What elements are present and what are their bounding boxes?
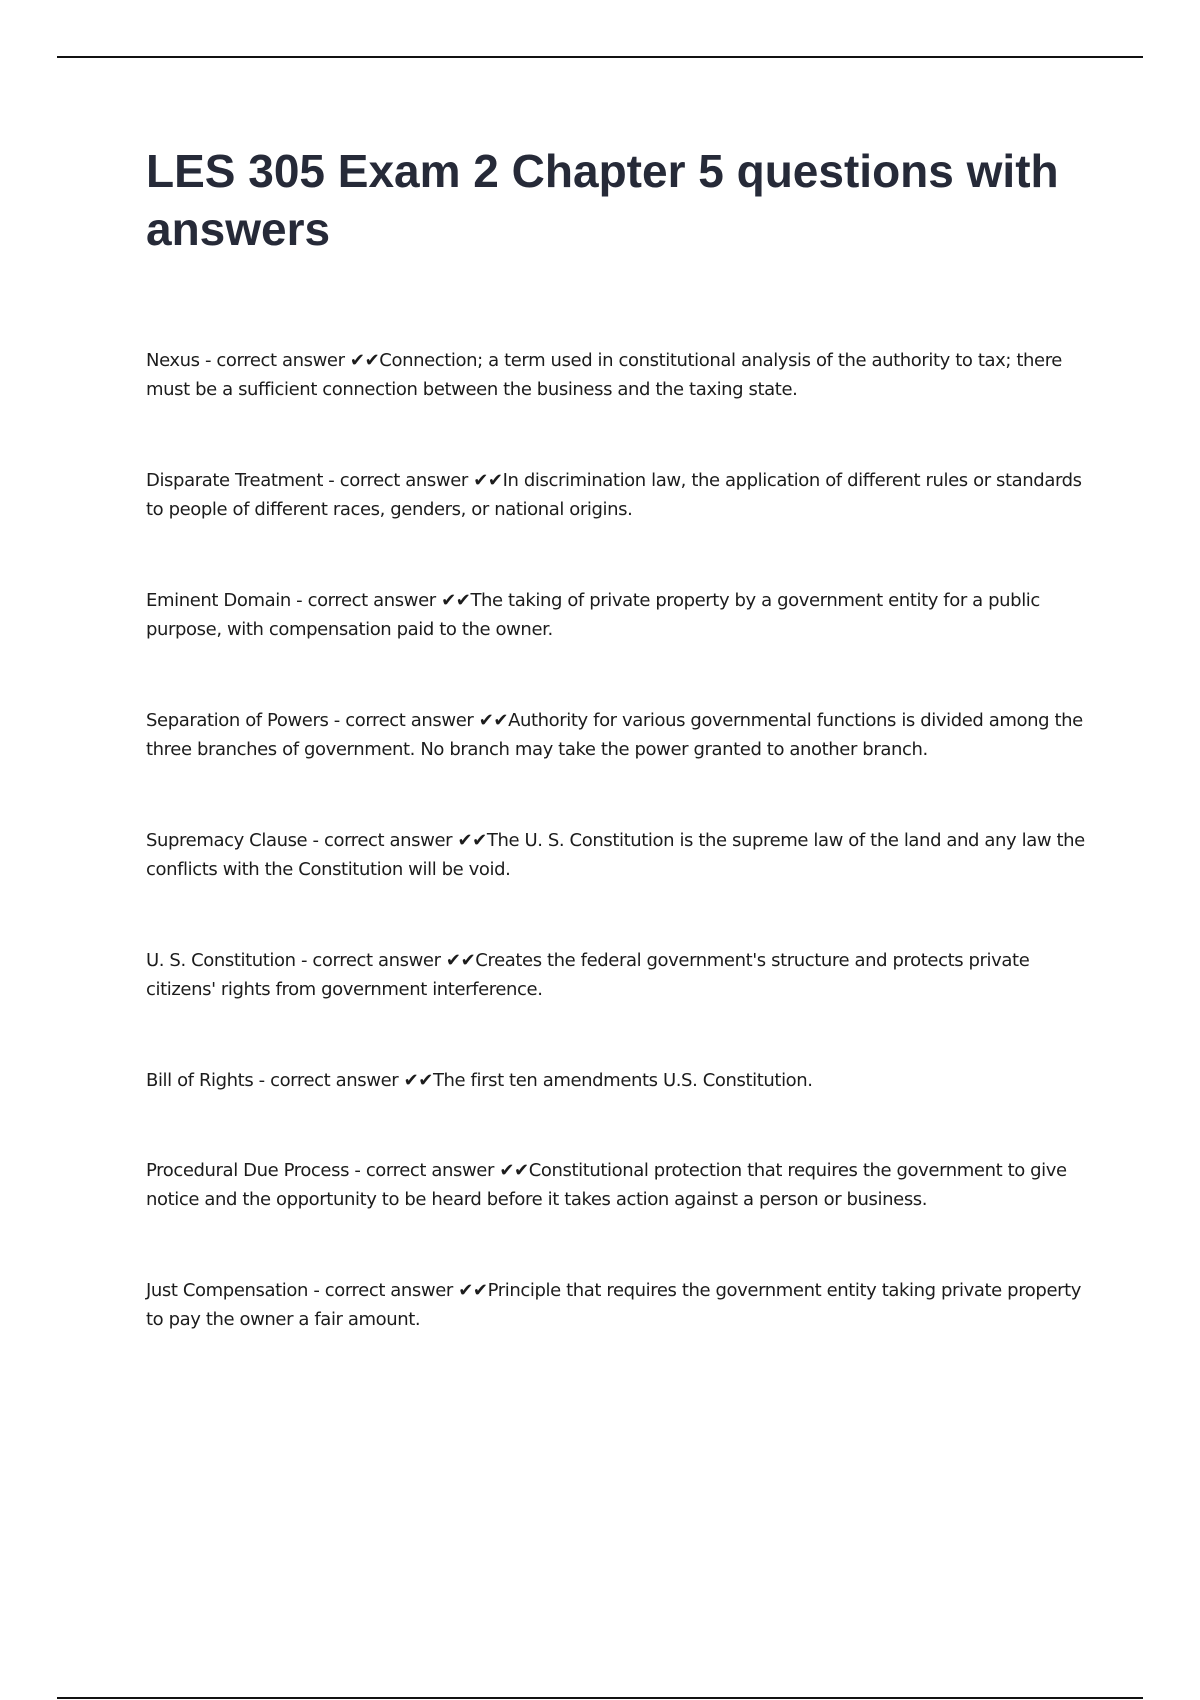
qa-term: U. S. Constitution	[146, 950, 296, 971]
qa-definition: The first ten amendments U.S. Constitution.	[432, 1070, 813, 1091]
qa-term: Just Compensation	[146, 1280, 308, 1301]
qa-separator: -	[290, 590, 308, 611]
qa-term: Supremacy Clause	[146, 830, 308, 851]
qa-answer-label: correct answer	[216, 350, 345, 371]
qa-definition: The U. S. Constitution is the supreme law of the land and any law the conflicts with the Constitution will be void.	[146, 830, 1085, 880]
qa-item	[146, 1066, 1096, 1096]
qa-term: Procedural Due Process	[146, 1160, 350, 1181]
qa-answer-label: correct answer	[345, 710, 474, 731]
qa-item	[146, 706, 1096, 766]
qa-separator: -	[308, 1280, 325, 1301]
check-icon: ✔✔	[445, 950, 476, 971]
qa-item	[146, 946, 1096, 1006]
qa-list	[146, 346, 1096, 1396]
qa-answer-label: correct answer	[323, 830, 453, 851]
check-icon: ✔✔	[499, 1160, 529, 1181]
qa-definition: The taking of private property by a government entity for a public purpose, with compensation paid to the owner.	[146, 590, 1040, 640]
top-divider	[57, 56, 1143, 58]
qa-term: Eminent Domain	[146, 590, 291, 611]
qa-item	[146, 1156, 1096, 1216]
qa-definition: In discrimination law, the application of different rules or standards to people of different races, genders, or national origins.	[146, 470, 1082, 520]
qa-item	[146, 586, 1096, 646]
check-icon: ✔✔	[473, 470, 503, 491]
check-icon: ✔✔	[458, 1280, 488, 1301]
qa-separator: -	[307, 830, 324, 851]
qa-term: Bill of Rights	[146, 1070, 254, 1091]
qa-item	[146, 826, 1096, 886]
qa-item	[146, 466, 1096, 526]
qa-definition: Principle that requires the government entity taking private property to pay the owner a fair amount.	[146, 1280, 1082, 1330]
check-icon: ✔✔	[457, 830, 487, 851]
qa-term: Nexus	[146, 350, 200, 371]
qa-answer-label: correct answer	[339, 470, 468, 491]
qa-answer-label: correct answer	[324, 1280, 453, 1301]
check-icon: ✔✔	[349, 350, 380, 371]
qa-item	[146, 1276, 1096, 1336]
bottom-divider	[57, 1697, 1143, 1699]
check-icon: ✔✔	[441, 590, 471, 611]
qa-definition: Constitutional protection that requires the government to give notice and the opportunity to be heard before it takes action against a person or business.	[146, 1160, 1067, 1210]
qa-term: Separation of Powers	[146, 710, 329, 731]
qa-item	[146, 346, 1096, 406]
check-icon: ✔✔	[403, 1070, 433, 1091]
qa-separator: -	[328, 710, 346, 731]
qa-separator: -	[199, 350, 217, 371]
qa-term: Disparate Treatment	[146, 470, 323, 491]
qa-answer-label: correct answer	[312, 950, 441, 971]
qa-separator: -	[322, 470, 340, 491]
page-title: LES 305 Exam 2 Chapter 5 questions with answers	[146, 145, 1059, 255]
qa-answer-label: correct answer	[365, 1160, 494, 1181]
qa-definition: Authority for various governmental functions is divided among the three branches of government. No branch may take the power granted to another branch.	[146, 710, 1083, 760]
qa-separator: -	[349, 1160, 366, 1181]
qa-separator: -	[253, 1070, 271, 1091]
qa-separator: -	[295, 950, 313, 971]
check-icon: ✔✔	[478, 710, 509, 731]
qa-definition: Connection; a term used in constitutional analysis of the authority to tax; there must be a sufficient connection between the business and the taxing state.	[146, 350, 1062, 400]
qa-answer-label: correct answer	[270, 1070, 399, 1091]
qa-answer-label: correct answer	[307, 590, 436, 611]
qa-definition: Creates the federal government's structure and protects private citizens' rights from government interference.	[146, 950, 1030, 1000]
